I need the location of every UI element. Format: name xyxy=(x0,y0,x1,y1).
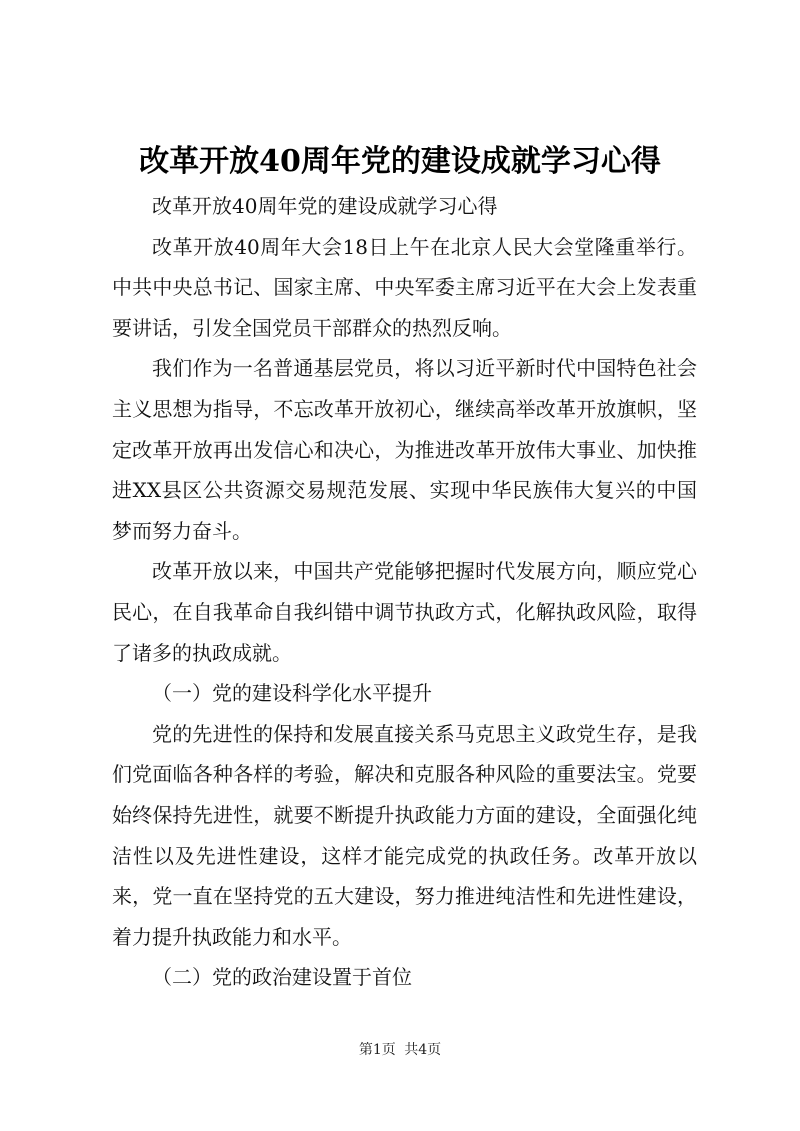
section-heading-1: （一）党的建设科学化水平提升 xyxy=(152,681,432,706)
section-heading-2: （二）党的政治建设置于首位 xyxy=(152,965,412,990)
paragraph-4: 党的先进性的保持和发展直接关系马克思主义政党生存，是我们党面临各种各样的考验，解决和克服各种风险的重要法宝。党要始终保持先进性，就要不断提升执政能力方面的建设，全面强化纯洁性以及先进性建设，这样才能完成党的执政任务。改革开放以来，党一直在坚持党的五大建设，努力推进纯洁性和先进性建设，着力提升执政能力和水平。 xyxy=(112,721,697,949)
page-footer xyxy=(0,1040,800,1060)
paragraph-subtitle: 改革开放40周年党的建设成就学习心得 xyxy=(152,194,498,218)
paragraph-2: 我们作为一名普通基层党员，将以习近平新时代中国特色社会主义思想为指导，不忘改革开放初心，继续高举改革开放旗帜，坚定改革开放再出发信心和决心，为推进改革开放伟大事业、加快推进XX县区公共资源交易规范发展、实现中华民族伟大复兴的中国梦而努力奋斗。 xyxy=(112,356,697,543)
page-total: 共4页 xyxy=(404,1042,442,1058)
page-number: 第1页 xyxy=(358,1042,396,1058)
paragraph-1: 改革开放40周年大会18日上午在北京人民大会堂隆重举行。中共中央总书记、国家主席、中央军委主席习近平在大会上发表重要讲话，引发全国党员干部群众的热烈反响。 xyxy=(112,234,697,340)
document-title: 改革开放40周年党的建设成就学习心得 xyxy=(139,144,661,179)
document-body xyxy=(112,186,697,998)
paragraph-3: 改革开放以来，中国共产党能够把握时代发展方向，顺应党心民心，在自我革命自我纠错中调节执政方式，化解执政风险，取得了诸多的执政成就。 xyxy=(112,559,697,665)
